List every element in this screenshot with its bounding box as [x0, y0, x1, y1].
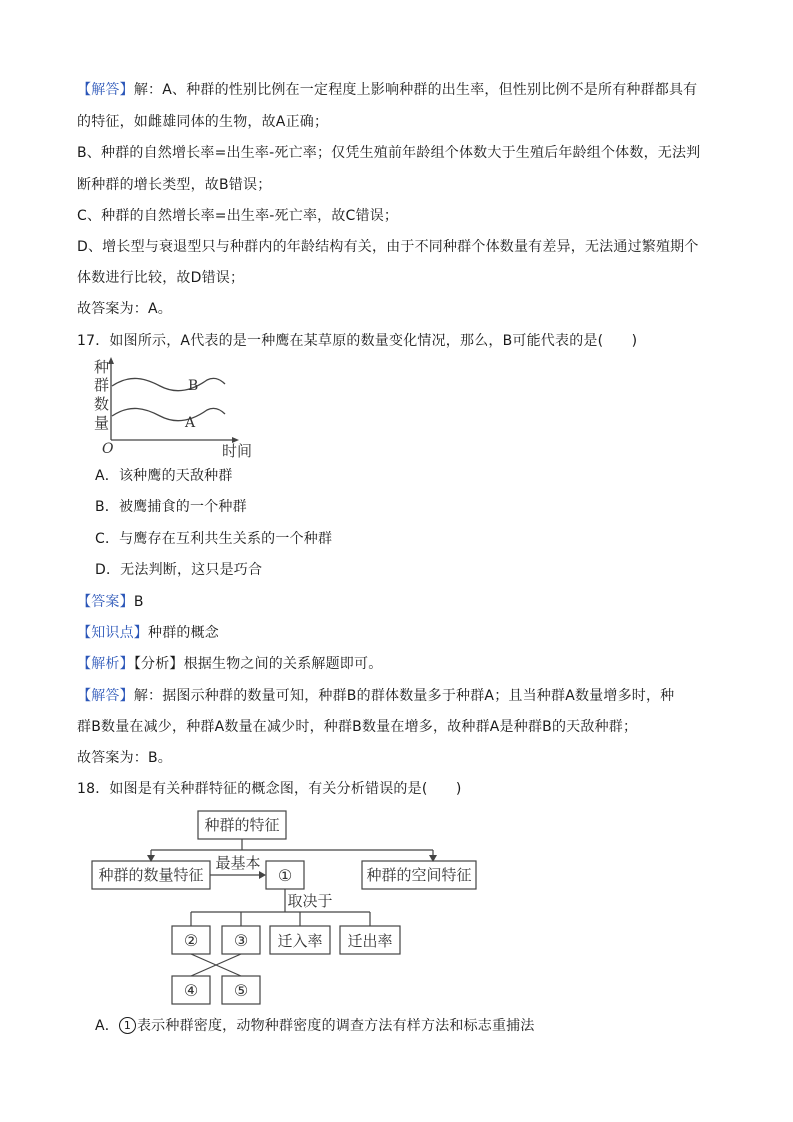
solution-text1: 解：据图示种群的数量可知，种群B的群体数量多于种群A；且当种群A数量增多时，种 [133, 688, 675, 704]
q17-option-d[interactable]: D．无法判断，这只是巧合 [95, 562, 263, 578]
diagram-basic-label: 最基本 [215, 854, 261, 872]
diagram-n2: ② [183, 931, 199, 950]
answer-value: B [133, 594, 144, 610]
circled-number: 1 [119, 1017, 136, 1034]
q17-knowledge [77, 623, 219, 643]
diagram-immigration: 迁入率 [277, 932, 323, 950]
q16-final-answer: 故答案为：A。 [77, 301, 172, 317]
analysis-value: 【分析】根据生物之间的关系解题即可。 [133, 656, 383, 672]
diagram-right-label: 种群的空间特征 [366, 866, 472, 884]
q18-concept-diagram [88, 806, 488, 1006]
answer-tag: 【答案】 [77, 594, 134, 610]
q17-option-b[interactable]: B．被鹰捕食的一个种群 [95, 499, 247, 515]
y-label-char-1: 种 [94, 358, 110, 376]
answer-tag: 【解答】 [77, 82, 134, 98]
q18-option-a[interactable] [95, 1016, 535, 1036]
q17-analysis [77, 654, 382, 674]
knowledge-tag: 【知识点】 [77, 625, 148, 641]
q16-solution-line1 [77, 80, 697, 100]
q17-option-c[interactable]: C．与鹰存在互利共生关系的一个种群 [95, 531, 333, 547]
q17-question: 17．如图所示，A代表的是一种鹰在某草原的数量变化情况，那么，B可能代表的是( ) [77, 333, 638, 349]
diagram-n4: ④ [183, 981, 199, 1000]
knowledge-value: 种群的概念 [148, 625, 219, 641]
option-a-prefix: A． [95, 1018, 119, 1034]
diagram-left-label: 种群的数量特征 [98, 866, 204, 884]
diagram-n5: ⑤ [233, 981, 249, 1000]
origin-label: O [102, 441, 114, 457]
curve-b-label: B [188, 378, 199, 394]
q17-option-a[interactable]: A．该种鹰的天敌种群 [95, 468, 233, 484]
q16-text1: 解：A、种群的性别比例在一定程度上影响种群的出生率，但性别比例不是所有种群都具有 [133, 82, 698, 98]
q17-final-answer: 故答案为：B。 [77, 750, 173, 766]
q16-solution-line6: D、增长型与衰退型只与种群内的年龄结构有关，由于不同种群个体数量有差异，无法通过繁殖期个 [77, 239, 699, 255]
diagram-n3: ③ [233, 931, 249, 950]
y-label-char-2: 群 [94, 376, 110, 394]
q16-solution-line4: 断种群的增长类型，故B错误； [77, 177, 272, 193]
diagram-n1: ① [277, 866, 293, 885]
q18-question: 18．如图是有关种群特征的概念图，有关分析错误的是( ) [77, 781, 462, 797]
q17-solution-line1 [77, 686, 674, 706]
analysis-tag: 【解析】 [77, 656, 134, 672]
y-label-char-4: 量 [94, 414, 110, 432]
curve-a [112, 408, 225, 420]
diagram-depends-label: 取决于 [287, 892, 333, 910]
diagram-top-label: 种群的特征 [204, 816, 280, 834]
diagram-emigration: 迁出率 [347, 932, 393, 950]
x-axis-label: 时间 [222, 442, 253, 460]
q17-solution-line2: 群B数量在减少，种群A数量在减少时，种群B数量在增多，故种群A是种群B的天敌种群； [77, 719, 638, 735]
q16-solution-line2: 的特征，如雌雄同体的生物，故A正确； [77, 114, 329, 130]
q17-answer [77, 592, 144, 612]
y-label-char-3: 数 [94, 395, 110, 413]
q16-solution-line7: 体数进行比较，故D错误； [77, 270, 245, 286]
graph-y-label [94, 358, 109, 432]
q16-solution-line5: C、种群的自然增长率=出生率-死亡率，故C错误； [77, 208, 399, 224]
option-a-text: 表示种群密度，动物种群密度的调查方法有样方法和标志重捕法 [136, 1018, 535, 1034]
curve-b [112, 378, 225, 390]
curve-a-label: A [185, 415, 196, 431]
solution-tag: 【解答】 [77, 688, 134, 704]
q17-population-graph [85, 356, 265, 462]
q16-solution-line3: B、种群的自然增长率=出生率-死亡率；仅凭生殖前年龄组个体数大于生殖后年龄组个体数，无法判 [77, 145, 701, 161]
